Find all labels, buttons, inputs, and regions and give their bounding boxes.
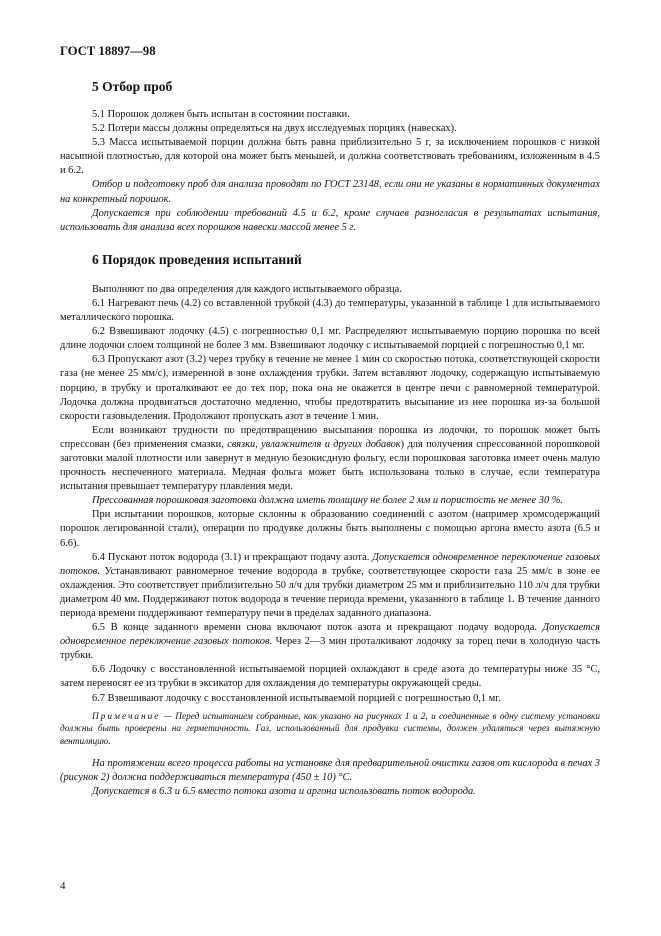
clause-6-intro: Выполняют по два определения для каждого испытываемого образца. [92, 283, 402, 295]
clause-5-3: 5.3 Масса испытываемой порции должна быть равна приблизительно 5 г, за исключением порошков с низкой насыпной плотностью, для которой она может быть меньшей, и должна соответствовать требованиям, изложенным в 4.5 и 6.2. [60, 137, 600, 177]
pressing-additives-italic: связки, увлажнителя и других добавок [227, 438, 401, 450]
section-5-title: 5 Отбор проб [92, 79, 173, 94]
clause-6-3: 6.3 Пропускают азот (3.2) через трубку в течение не менее 1 мин со скоростью потока, соответствующей скорости газа (не менее 25 мм/с), измеренной в зоне охлаждения трубки. Затем вставляют лодочку, содержащую испытываемую порцию, в трубку и проталкивают ее до тех пор, пока она не окажется в центре печи с равномерной температурой. Лодочка должна продвигаться достаточно медленно, чтобы предотвратить высыпание из нее порошка из-за большой скорости газовыделения. Продолжают пропускать азот в течение 1 мин. [60, 354, 600, 422]
page-number: 4 [60, 880, 66, 892]
clause-6-7: 6.7 Взвешивают лодочку с восстановленной испытываемой порцией с погрешностью 0,1 мг. [92, 692, 501, 704]
clause-6-3-pressing [60, 424, 600, 494]
hydrogen-allowance-note: Допускается в 6.3 и 6.5 вместо потока азота и аргона использовать поток водорода. [92, 786, 476, 798]
section-6-title: 6 Порядок проведения испытаний [92, 251, 302, 267]
clause-6-4-italic: Допускается одновременное переключение газовых потоков [60, 551, 600, 577]
clause-5-allowance-note: Допускается при соблюдении требований 4.5 и 6.2, кроме случаев разногласия в результатах испытания, использовать для анализа всех порошков навески массой менее 5 г. [60, 207, 600, 233]
clause-6-2: 6.2 Взвешивают лодочку (4.5) с погрешностью 0,1 мг. Распределяют испытываемую порцию порошка по всей длине лодочки слоем толщиной не более 3 мм. Взвешивают лодочку с испытываемой порцией с погрешностью 0,1 мг. [60, 326, 600, 352]
standard-header: ГОСТ 18897—98 [60, 44, 156, 58]
clause-6-3-blank-requirements: Прессованная порошковая заготовка должна иметь толщину не более 2 мм и пористость не менее 30 %. [92, 495, 563, 507]
clause-5-1: 5.1 Порошок должен быть испытан в состоянии поставки. [92, 109, 350, 120]
clause-6-1: 6.1 Нагревают печь (4.2) со вставленной трубкой (4.3) до температуры, указанной в таблице 1 для испытываемого металлического порошка. [60, 297, 600, 324]
purification-temperature-note: На протяжении всего процесса работы на установке для предварительной очистки газов от кислорода в печах 3 (рисунок 2) должна поддерживаться температура (450 ± 10) °С. [60, 758, 600, 784]
clause-6-5 [60, 621, 600, 663]
clause-6-4 [60, 551, 600, 621]
clause-6-5-italic: Допускается одновременное переключение газовых потоков [60, 622, 600, 648]
clause-5-2: 5.2 Потери массы должны определяться на двух исследуемых порциях (навесках). [92, 123, 457, 135]
note [60, 711, 600, 749]
note-label: Примечание [92, 711, 161, 722]
clause-6-5-end: . Через 2—3 мин проталкивают лодочку за торец печи в холодную часть трубки. [60, 636, 600, 662]
clause-6-4-end: . Устанавливают равномерное течение водорода в трубке, соответствующее скорости газа 25 мм/с в зоне ее охлаждения. Это соответствует приблизительно 50 л/ч для трубки диаметром 25 мм и приблизительно 110 л/ч для трубки диаметром 40 мм. Поддерживают поток водорода в течение периода времени, указанного в таблице 1. В течение данного периода времени поддерживают температуру печи в пределах заданного диапазона. [60, 565, 600, 619]
clause-6-6: 6.6 Лодочку с восстановленной испытываемой порцией охлаждают в среде азота до температуры ниже 35 °С, затем переносят ее из трубки в эксикатор для охлаждения до температуры окружающей среды. [60, 664, 600, 690]
note-text: — Перед испытанием собранные, как указано на рисунках 1 и 2, и соединенные в одну систему установки должны быть проверены на герметичность. Газ, использованный для продувки системы, должен удаляться через вытяжную вентиляцию. [60, 711, 600, 748]
clause-6-5-start: 6.5 В конце заданного времени снова включают поток азота и прекращают подачу водорода. [92, 622, 543, 634]
page-content [60, 78, 600, 799]
pressing-text-end: ) для получения спрессованной порошковой заготовки малой плотности или завернут в медную безокисдную фольгу, если порошковая заготовка имеет очень малую прочность неспеченного материала. Медная фольга может быть использована только в случае, если температура испытания превышает температуру плавления меди. [60, 438, 600, 493]
pressing-text-start: Если возникают трудности по предотвращению высыпания порошка из лодочки, то порошок может быть спрессован (без применения смазки, [60, 424, 600, 450]
clause-6-4-start: 6.4 Пускают поток водорода (3.1) и прекращают подачу азота. [92, 551, 373, 563]
clause-6-3-argon: При испытании порошков, которые склонны к образованию соединений с азотом (например хромсодержащий порошок легированной стали), операции по продувке должны быть выполнены с помощью аргона вместо азота (6.5 и 6.6). [60, 509, 600, 549]
clause-5-sampling-note: Отбор и подготовку проб для анализа проводят по ГОСТ 23148, если они не указаны в нормативных документах на конкретный порошок. [60, 179, 600, 205]
